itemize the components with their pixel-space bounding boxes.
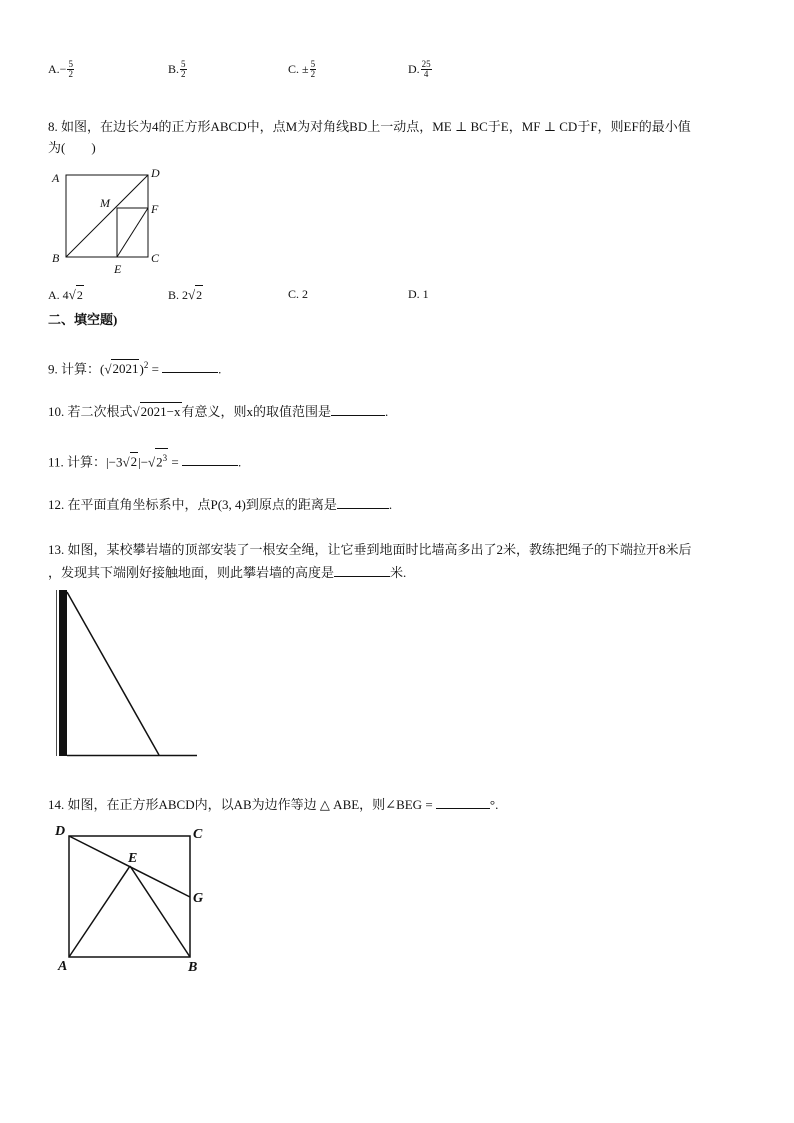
q13-climbing-wall-figure xyxy=(56,586,201,761)
q8-option-b: B. 2√2 xyxy=(168,287,203,302)
q14-question: 14. 如图，在正方形ABCD内，以AB为边作等边 △ ABE，则∠BEG = °. xyxy=(48,797,499,812)
q14-square-figure xyxy=(50,820,220,980)
q8-option-d: D. 1 xyxy=(408,287,429,301)
q10-answer-blank[interactable] xyxy=(331,402,385,416)
q13-wall xyxy=(59,590,67,756)
q13-question-line2: ，发现其下端刚好接触地面，则此攀岩墙的高度是 米. xyxy=(48,565,407,580)
section2-title: 二、填空题) xyxy=(48,312,118,327)
q8-label-a: A xyxy=(52,171,60,185)
q9-question: 9. 计算：$(√2021)^2$ = . xyxy=(48,360,222,377)
q8-label-e: E xyxy=(114,262,122,276)
q8-question-line1: 8. 如图，在边长为4的正方形ABCD中，点M为对角线BD上一动点，ME ⊥ BC于E，MF ⊥ CD于F，则EF的最小值 xyxy=(48,119,691,134)
q8-label-c: C xyxy=(151,251,160,265)
q7-option-a: A.− $\frac{5}{2}$ xyxy=(48,59,73,79)
q8-label-f: F xyxy=(151,202,159,216)
q14-label-g: G xyxy=(193,891,204,906)
q14-segment-ae xyxy=(69,866,130,957)
q7-option-b: B. $\frac{5}{2}$ xyxy=(168,59,186,79)
q8-option-a: A. 4√2 xyxy=(48,287,83,302)
q11-question: 11. 计算：$|-3√2|-√2^3$ = . xyxy=(48,448,241,471)
q13-answer-blank[interactable] xyxy=(334,563,390,577)
q14-label-d: D xyxy=(55,824,66,839)
q14-label-b: B xyxy=(188,960,198,975)
q9-answer-blank[interactable] xyxy=(162,359,218,373)
q8-question-line2: 为( ) xyxy=(48,140,96,155)
q8-label-d: D xyxy=(151,166,160,180)
q14-answer-blank[interactable] xyxy=(436,795,490,809)
q14-segment-be xyxy=(130,866,190,957)
q8-label-b: B xyxy=(52,251,60,265)
q14-segment-dg xyxy=(69,836,190,897)
q14-label-c: C xyxy=(193,827,203,842)
q8-segment-ef xyxy=(117,208,148,257)
q13-rope xyxy=(67,592,159,755)
q12-question: 12. 在平面直角坐标系中，点P(3, 4)到原点的距离是 . xyxy=(48,497,393,512)
q8-square-figure xyxy=(48,165,178,277)
q8-diagonal-bd xyxy=(66,175,148,257)
q8-option-c: C. 2 xyxy=(288,287,309,301)
q11-answer-blank[interactable] xyxy=(182,452,238,466)
q7-option-c: C. ± $\frac{5}{2}$ xyxy=(288,59,316,79)
q14-label-a: A xyxy=(58,959,68,974)
q13-question-line1: 13. 如图，某校攀岩墙的顶部安装了一根安全绳，让它垂到地面时比墙高多出了2米，教练把绳子的下端拉开8米后 xyxy=(48,542,692,557)
q12-answer-blank[interactable] xyxy=(337,495,389,509)
q7-option-d: D. $\frac{25}{4}$ xyxy=(408,59,431,79)
q10-question: 10. 若二次根式√2021−x有意义，则x的取值范围是 . xyxy=(48,404,389,419)
q14-label-e: E xyxy=(128,851,138,866)
q8-label-m: M xyxy=(100,196,110,210)
